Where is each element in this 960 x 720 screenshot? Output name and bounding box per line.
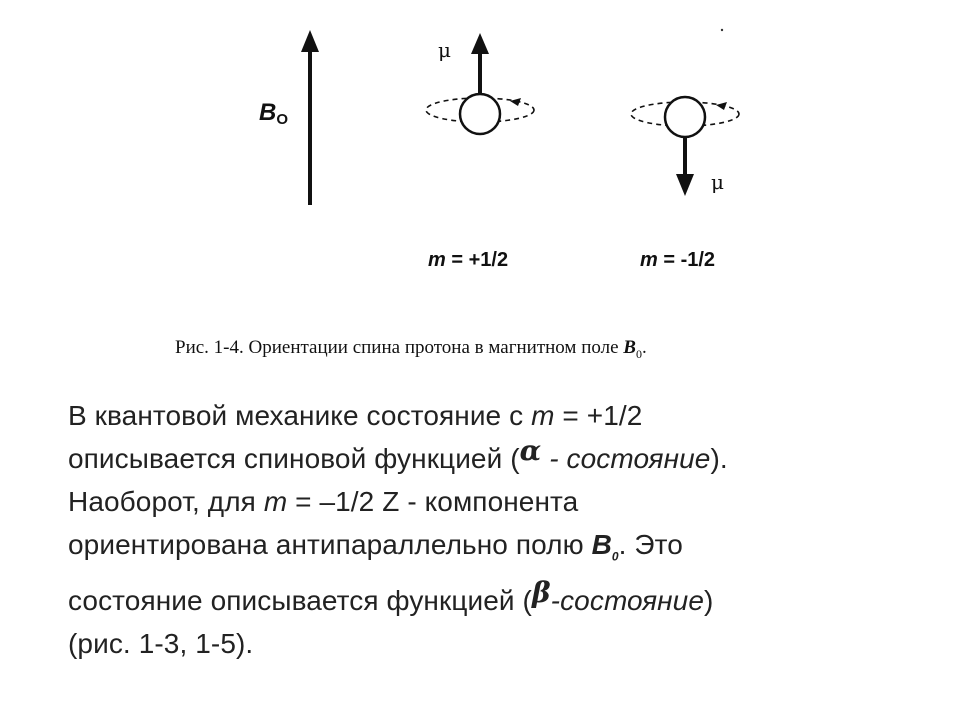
text-line: Наоборот, для m = –1/2 Z - компонента: [68, 486, 579, 517]
state-up-label: m = +1/2: [428, 249, 509, 271]
b0-symbol: $B_0$: [591, 529, 619, 564]
b0-field-arrow: [301, 30, 319, 205]
text-line: В квантовой механике состояние с m = +1/2: [68, 400, 643, 431]
beta-symbol: β: [531, 575, 551, 609]
precession-arrow-icon: [716, 102, 727, 110]
mu-label-down: μ: [711, 170, 724, 194]
text-line: ориентирована антипараллельно полю $B_0$. Это: [68, 529, 683, 564]
figure-caption: Рис. 1-4. Ориентации спина протона в магнитном поле $B_0$.: [175, 337, 647, 361]
precession-arrow-icon: [510, 98, 521, 106]
text-line: состояние описывается функцией (β-состояние): [68, 575, 714, 616]
state-down-label: m = -1/2: [640, 249, 716, 271]
alpha-symbol: α: [519, 434, 542, 467]
b0-label: $B_O$: [259, 99, 289, 128]
explanation-text: [68, 394, 948, 665]
text-line: описывается спиновой функцией (α - состояние).: [68, 434, 728, 474]
mu-label-up: μ: [438, 38, 451, 62]
text-line: (рис. 1-3, 1-5).: [68, 627, 254, 659]
